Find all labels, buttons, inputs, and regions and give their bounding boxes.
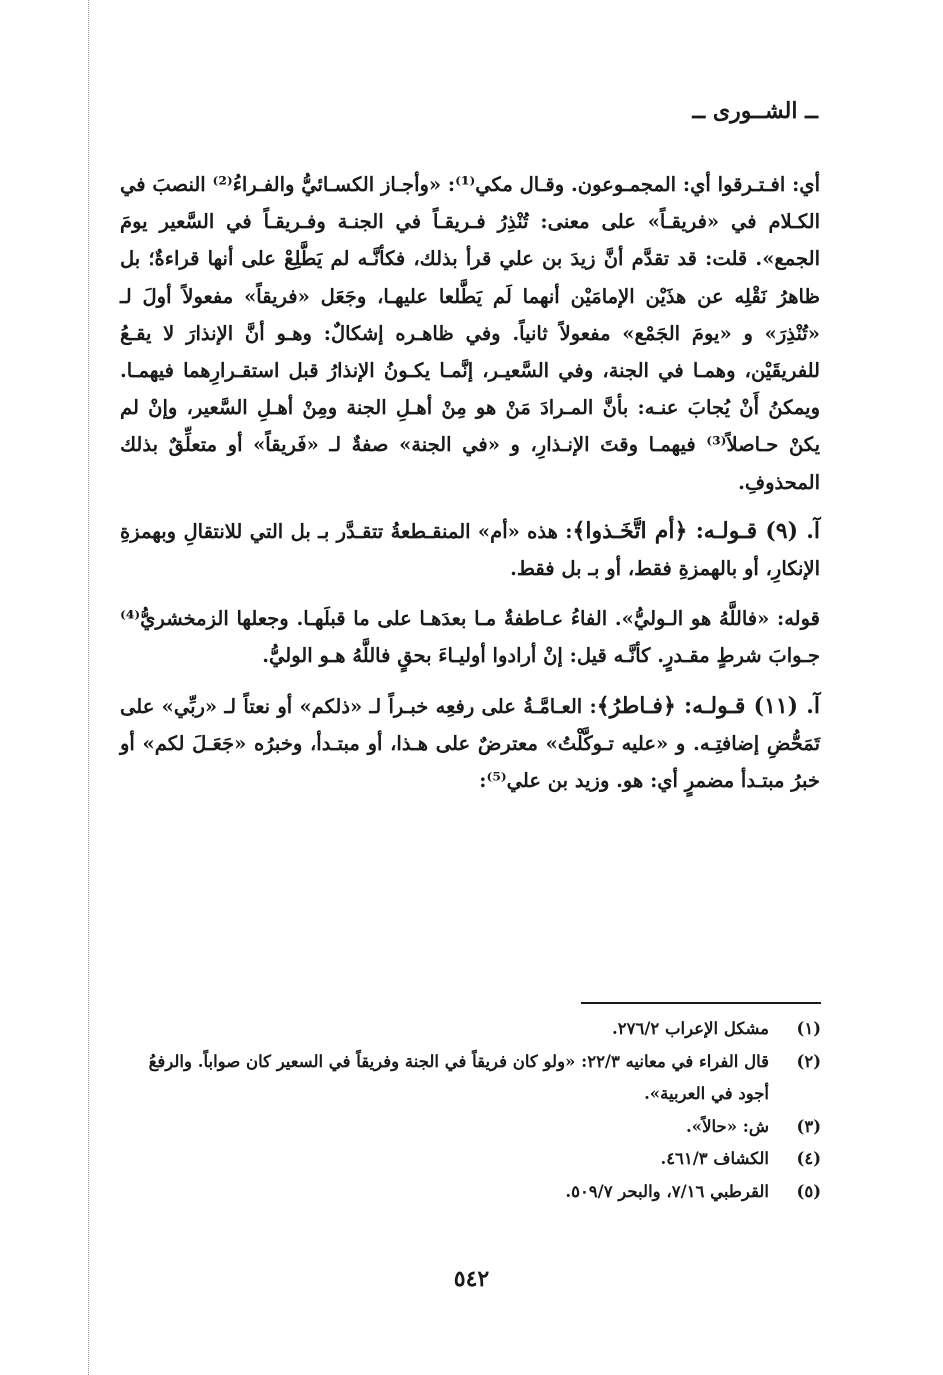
verse-number-label: آ. (١١) قـولـه:	[675, 692, 820, 719]
footnote-text: قال الفراء في معانيه ٢٢/٣: «ولو كان فريقاً في الجنة وفريقاً في السعير كان صواباً. والرفعُ أجود في العربية».	[148, 1051, 769, 1103]
paragraph-commentary-1: أي: افـتـرقوا أي: المجمـوعون. وقـال مكي⁽¹⁾: «وأجـاز الكسـائيُّ والفـراءُ⁽²⁾ النصبَ في الكـلام في «فريقـاً» على معنى: تُنْذِرُ فـريقـاً في الجنـة وفـريقـاً في السَّعير يومَ الجمع». قلت: قد تقدَّم أنَّ زيدَ بن علي قرأ بذلك، فكأنَّـه لم يَطَّلِعْ على أنها قراءةٌ؛ بل ظاهرُ نَقْلِه عن هذَيْن الإمامَيْن أنهما لَم يَطَّلعا عليهـا، وجَعَل «فريقاً» مفعولاً أولَ لـ «تُنْذِرَ» و «يومَ الجَمْع» مفعولاً ثانياً. وفي ظاهـره إشكالٌ: وهـو أنَّ الإنذارَ لا يقـعُ للفريقَيْن، وهمـا في الجنة، وفي السَّعيـر، إنَّمـا يكـونُ الإنذارُ قبل استقـرارِهما فيهمـا. ويمكنُ أَنْ يُجابَ عنـه: بأنَّ المـرادَ مَنْ هو مِنْ أهـلِ الجنة ومِنْ أهـلِ السَّعير، وإنْ لم يكنْ حـاصلاً⁽³⁾ فيهمـا وقتَ الإنـذارِ، و «في الجنة» صفةٌ لـ «فَريقاً» أو متعلِّقٌ بذلك المحذوفِ.	[120, 173, 820, 494]
paragraph-verse-11	[120, 688, 820, 800]
footnote-item	[121, 1111, 821, 1144]
footnote-item	[121, 1013, 821, 1046]
footnote-text: ش: «حالاً».	[686, 1116, 769, 1136]
running-header-title: ــ الشــورى ــ	[692, 98, 818, 124]
verse-commentary: : هذه «أم» المنقـطعةُ تتقـدَّر بـ بل التي للانتقالِ وبهمزةِ الإنكارِ، أو بالهمزةِ فقط، أو بـ بل فقط.	[120, 519, 820, 581]
footnote-text: القرطبي ٧/١٦، والبحر ٥٠٩/٧.	[565, 1181, 769, 1201]
footnotes-list	[121, 1013, 821, 1208]
paragraph-verse-9	[120, 513, 820, 587]
footnote-number: (٢)	[796, 1051, 821, 1071]
verse-number-label: آ. (٩) قـولـه:	[687, 517, 821, 544]
page-number: ٥٤٢	[453, 1266, 490, 1292]
footnote-item	[121, 1046, 821, 1111]
footnote-item	[121, 1143, 821, 1176]
verse-commentary: : العـامَّـةُ على رفعِه خبـراً لـ «ذلكم» أو نعتاً لـ «ربِّي» على تَمَحُّضِ إضافتِـه. و «عليه تـوكَّلْتُ» معترضٌ على هـذا، أو مبتـدأ، وخبرُه «جَعَـلَ لكم» أو خبرُ مبتـدأ مضمرٍ أي: هو. وزيد بن علي⁽⁵⁾:	[120, 694, 820, 793]
main-text-body	[120, 166, 820, 799]
footnote-number: (١)	[796, 1019, 821, 1038]
footnote-number: (٣)	[796, 1116, 821, 1136]
footnote-number: (٤)	[796, 1149, 821, 1168]
scan-edge-line	[88, 0, 89, 1375]
footnote-text: الكشاف ٤٦١/٣.	[660, 1149, 769, 1168]
paragraph-commentary-2: قوله: «فاللَّهُ هو الـوليُّ». الفاءُ عـاطفةٌ مـا بعدَهـا على ما قبلَهـا. وجعلها الزمخشريُّ⁽⁴⁾ جـوابَ شرطٍ مقـدرٍ. كأنَّـه قيل: إنْ أرادوا أوليـاءَ بحقٍ فاللَّهُ هـو الوليُّ.	[120, 607, 820, 668]
footnote-text: مشكل الإعراب ٢٧٦/٢.	[612, 1019, 769, 1038]
footnote-item	[121, 1176, 821, 1209]
footnote-number: (٥)	[796, 1181, 821, 1201]
quranic-phrase: ﴿أم اتَّخَـذوا﴾	[572, 517, 688, 544]
footnote-separator	[581, 1002, 821, 1004]
quranic-phrase: ﴿فـاطرُ﴾	[596, 692, 676, 719]
